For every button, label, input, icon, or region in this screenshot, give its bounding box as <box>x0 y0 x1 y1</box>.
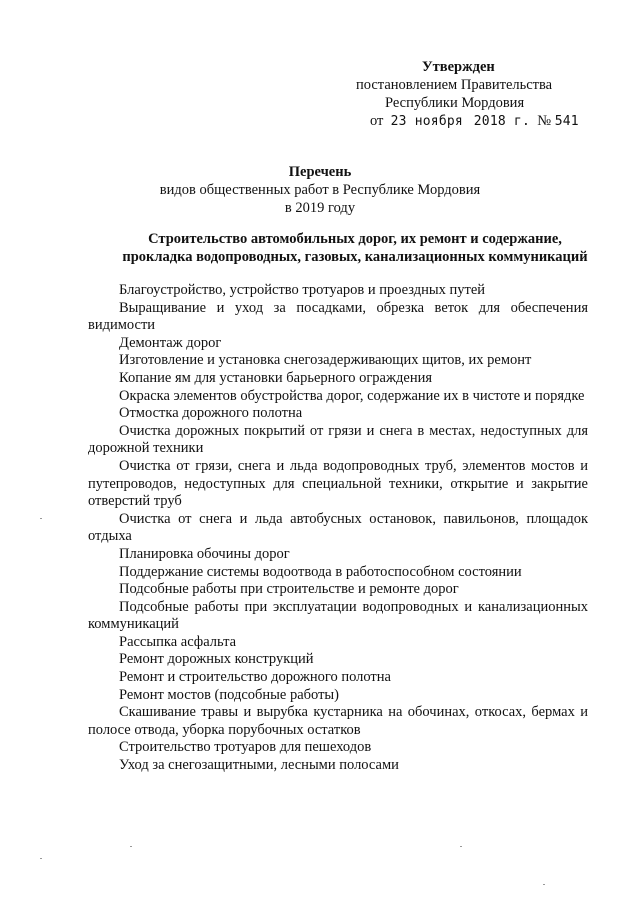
document-subtitle: видов общественных работ в Республике Мордовия <box>159 182 481 198</box>
list-item: Уход за снегозащитными, лесными полосами <box>119 757 399 774</box>
list-item: Очистка от грязи, снега и льда водопроводных труб, элементов мостов и путепроводов, недоступных для специальной техники, открытие и закрытие отверстий труб <box>88 457 588 510</box>
list-item: Скашивание травы и вырубка кустарника на обочинах, откосах, бермах и полосе отвода, уборка порубочных остатков <box>88 704 588 738</box>
list-item: Очистка от снега и льда автобусных остановок, павильонов, площадок отдыха <box>88 510 588 545</box>
document-heading <box>0 163 640 217</box>
approval-title: Утвержден <box>422 59 495 75</box>
list-item: Благоустройство, устройство тротуаров и проездных путей <box>119 282 486 298</box>
list-item: Изготовление и установка снегозадерживающих щитов, их ремонт <box>119 352 532 369</box>
works-list <box>88 282 588 775</box>
list-item: Окраска элементов обустройства дорог, содержание их в чистоте и порядке <box>119 387 585 404</box>
section-title <box>0 230 640 266</box>
list-item: Поддержание системы водоотвода в работоспособном состоянии <box>119 563 522 580</box>
list-item: Строительство тротуаров для пешеходов <box>119 739 372 756</box>
approval-line-republic: Республики Мордовия <box>385 95 525 111</box>
list-item: Подсобные работы при строительстве и ремонте дорог <box>119 581 459 598</box>
approval-date-prefix: от <box>370 113 384 129</box>
scan-speck <box>130 846 132 847</box>
approval-date-day-month: 23 ноября <box>390 114 463 129</box>
scan-speck <box>543 884 545 885</box>
approval-number-label: № <box>537 113 552 129</box>
list-item: Копание ям для установки барьерного ограждения <box>119 369 433 386</box>
document-title: Перечень <box>288 164 352 180</box>
list-item: Выращивание и уход за посадками, обрезка веток для обеспечения видимости <box>88 299 588 334</box>
list-item: Подсобные работы при эксплуатации водопроводных и канализационных коммуникаций <box>88 598 588 633</box>
approval-line-resolution: постановлением Правительства <box>356 77 553 93</box>
approval-line-date <box>370 112 600 131</box>
approval-date-year: 2018 г. <box>473 114 530 129</box>
section-title-line2: прокладка водопроводных, газовых, канализационных коммуникаций <box>122 249 588 265</box>
list-item: Планировка обочины дорог <box>119 545 290 562</box>
list-item: Рассыпка асфальта <box>119 633 237 650</box>
list-item: Очистка дорожных покрытий от грязи и снега в местах, недоступных для дорожной техники <box>88 422 588 457</box>
scan-speck <box>40 858 42 859</box>
scan-speck <box>460 846 462 847</box>
list-item: Ремонт дорожных конструкций <box>119 651 314 668</box>
list-item: Ремонт мостов (подсобные работы) <box>119 686 339 703</box>
scan-speck <box>40 518 42 519</box>
approval-block <box>330 58 600 131</box>
approval-number: 541 <box>554 114 579 129</box>
document-year: в 2019 году <box>284 200 356 216</box>
list-item: Демонтаж дорог <box>119 334 222 351</box>
section-title-line1: Строительство автомобильных дорог, их ремонт и содержание, <box>148 231 562 247</box>
list-item: Ремонт и строительство дорожного полотна <box>119 669 391 686</box>
list-item: Отмостка дорожного полотна <box>119 405 303 422</box>
